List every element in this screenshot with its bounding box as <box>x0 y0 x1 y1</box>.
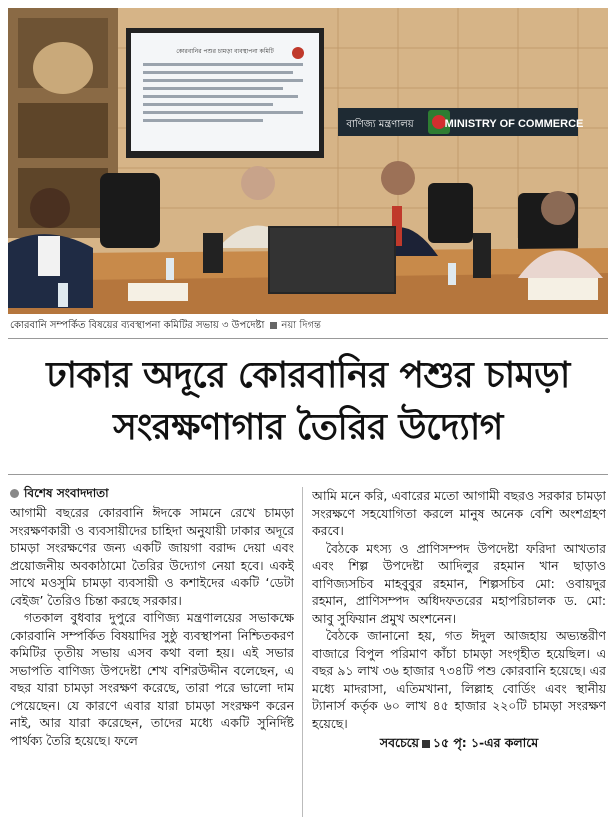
bullet-dot-icon <box>10 489 19 498</box>
article-paragraph: আগামী বছরের কোরবানি ঈদকে সামনে রেখে চামড়া সংরক্ষণকারী ও ব্যবসায়ীদের চাহিদা অনুযায়ী ঢাকার অদূরে চামড়া সংরক্ষণের জন্য একটি জায়গা বরাদ্দ দেয়া এবং প্রয়োজনীয় অবকাঠামো তৈরির উদ্যোগ নেয়া হবে। একই সাথে মওসুমি চামড়া ব্যবসায়ী ও কশাইদের একটি ‘ডেটা বেইজ’ তৈরিও চিন্তা করছে সরকার। <box>10 505 294 608</box>
photo-caption <box>10 319 606 333</box>
jump-label: সবচেয়ে <box>379 735 419 750</box>
headline-line-1: ঢাকার অদূরে কোরবানির পশুর চামড়া <box>46 355 570 396</box>
byline <box>10 485 109 505</box>
article-column-left <box>10 504 294 824</box>
continuation-jump <box>312 734 606 752</box>
headline <box>8 350 608 454</box>
article-paragraph: বৈঠকে মৎস্য ও প্রাণিসম্পদ উপদেষ্টা ফরিদা আখতার এবং শিল্প উপদেষ্টা আদিলুর রহমান খান ছাড়াও বাণিজ্যসচিব মাহবুবুর রহমান, শিল্পসচিব মো: ওবায়দুর রহমান, প্রাণিসম্পদ অধিদফতরের মহাপরিচালক ড. মো: আবু সুফিয়ান প্রমুখ অংশনেন। <box>312 540 606 626</box>
news-photo <box>8 8 608 314</box>
byline-text: বিশেষ সংবাদদাতা <box>24 486 109 500</box>
jump-reference: ১৫ পৃ: ১-এর কলামে <box>432 735 539 750</box>
caption-text: কোরবানি সম্পর্কিত বিষয়ের ব্যবস্থাপনা কমিটির সভায় ৩ উপদেষ্টা <box>10 320 265 331</box>
caption-source: নয়া দিগন্ত <box>281 320 321 331</box>
column-divider <box>302 487 303 817</box>
article-column-right <box>312 487 606 824</box>
article-paragraph: গতকাল বুধবার দুপুরে বাণিজ্য মন্ত্রণালয়ের সভাকক্ষে কোরবানি সম্পর্কিত বিষয়াদির সুষ্ঠু ব্যবস্থাপনা নিশ্চিতকরণ কমিটির তৃতীয় সভায় এসব কথা বলা হয়। এই সভার সভাপতি বাণিজ্য উপদেষ্টা শেখ বশিরউদ্দীন বলেছেন, এ বছর যারা চামড়া সংরক্ষণ করেছে, তারা পরে ভালো দাম পেয়েছেন। যে কারণে এবার যারা চামড়া সংরক্ষণ করেন নাই, আর যারা করেছেন, তাদের মধ্যে একটি সুনির্দিষ্ট পার্থক্য তৈরি হয়েছে। ফলে <box>10 610 294 748</box>
nameplate-english: MINISTRY OF COMMERCE <box>444 118 584 130</box>
divider-line <box>8 338 608 339</box>
headline-line-2: সংরক্ষণাগার তৈরির উদ্যোগ <box>113 407 503 448</box>
article-paragraph: আমি মনে করি, এবারের মতো আগামী বছরও সরকার চামড়া সংরক্ষণে সহযোগিতা করলে মানুষ অনেক বেশি অংশগ্রহণ করবে। <box>312 488 606 538</box>
square-bullet-icon <box>270 322 277 329</box>
nameplate-bangla: বাণিজ্য মন্ত্রণালয় <box>346 119 414 130</box>
article-paragraph: বৈঠকে জানানো হয়, গত ঈদুল আজহায় অভ্যন্তরীণ বাজারে বিপুল পরিমাণ কাঁচা চামড়া সংগৃহীত হয়েছিল। এ বছর ৯১ লাখ ৩৬ হাজার ৭৩৪টি পশু কোরবানি হয়েছে। এর মধ্যে মাদরাসা, এতিমখানা, লিল্লাহ বোর্ডিং এবং স্থানীয় ট্যানার্স কর্তৃক ৬০ লাখ ৪৫ হাজার ২২০টি চামড়া সংরক্ষণ হয়েছে। <box>312 628 606 731</box>
screen-title: কোরবানির পশুর চামড়া ব্যবস্থাপনা কমিটি <box>176 48 274 55</box>
square-bullet-icon <box>422 740 430 748</box>
divider-line <box>8 474 608 475</box>
